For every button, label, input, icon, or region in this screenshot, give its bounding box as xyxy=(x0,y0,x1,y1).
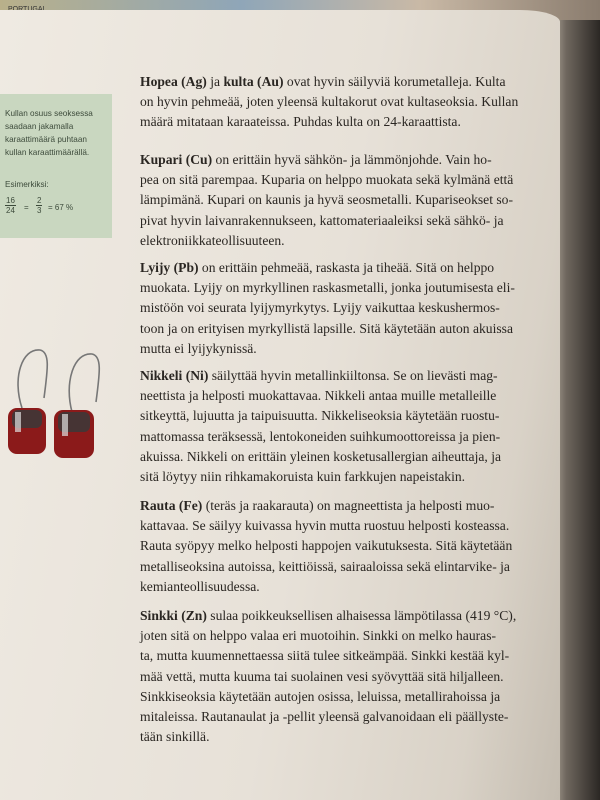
fraction-numerator: 2 xyxy=(37,196,42,205)
text-line xyxy=(140,150,526,170)
equals-result: = 67 % xyxy=(48,203,74,212)
text-line: sitkeyttä, lujuutta ja taipuisuutta. Nikkeliseoksia käytetään ruostu- xyxy=(140,408,500,424)
text-line: mää vettä, mutta kuuma tai suolainen vesi syövyttää sitä hiljalleen. xyxy=(140,668,504,684)
fraction-numerator: 16 xyxy=(6,196,15,205)
paragraph-nikkeli xyxy=(140,366,526,487)
paragraph-hopea-kulta xyxy=(140,72,526,133)
term-hopea: Hopea (Ag) xyxy=(140,74,207,89)
sidebar-line-3: karaattimäärä puhtaan xyxy=(5,135,87,144)
text-line: mitaleissa. Rautanaulat ja -pellit yleensä galvanoidaan eli päällyste- xyxy=(140,709,509,725)
text-line: on hyvin pehmeää, joten yleensä kultakorut ovat kultaseoksia. Kullan xyxy=(140,94,519,110)
text-line: neettista ja helposti muokattavaa. Nikkeli antaa muille metalleille xyxy=(140,388,497,404)
text-fragment: ovat hyvin säilyviä korumetalleja. Kulta xyxy=(283,74,506,89)
text-fragment: ja xyxy=(206,74,224,89)
text-line: tään sinkillä. xyxy=(140,729,210,745)
text-line: mutta ei lyijykynissä. xyxy=(140,340,257,356)
term-lyijy: Lyijy (Pb) xyxy=(140,260,199,275)
text-line: kattavaa. Se säilyy kuivassa hyvin mutta ruostuu helposti kosteassa. xyxy=(140,518,510,534)
term-kupari: Kupari (Cu) xyxy=(140,152,213,167)
fraction-denominator: 3 xyxy=(37,206,42,215)
paragraph-rauta xyxy=(140,496,526,597)
text-line: sitä löytyy niin rihkamakoruista kuin farkkujen napeistakin. xyxy=(140,469,466,485)
term-nikkeli: Nikkeli (Ni) xyxy=(140,368,209,383)
text-line: lämpimänä. Kupari on kaunis ja hyvä seosmetalli. Kupariseokset so- xyxy=(140,192,513,208)
text-fragment: säilyttää hyvin metallinkiiltonsa. Se on lievästi mag- xyxy=(208,368,498,383)
text-fragment: (teräs ja raakarauta) on magneettista ja helposti muo- xyxy=(202,498,495,513)
equals-sign: = xyxy=(24,203,29,212)
fraction-2-3 xyxy=(36,196,42,215)
text-line: metalliseoksina autoissa, keittiöissä, sairaaloissa sekä elintarvike- ja xyxy=(140,558,510,574)
text-line xyxy=(140,606,526,626)
sidebar-example-label: Esimerkiksi: xyxy=(5,180,49,189)
text-line: Sinkkiseoksia käytetään autojen osissa, leluissa, metallirahoissa ja xyxy=(140,688,501,704)
text-line: mistöön voi seurata lyijymyrkytys. Lyijy vaikuttaa keskushermos- xyxy=(140,300,500,316)
sidebar-line-2: saadaan jakamalla xyxy=(5,122,74,131)
text-line: ta, mutta kuumennettaessa siitä tulee sitkeämpää. Sinkki kestää kyl- xyxy=(140,648,510,664)
term-rauta: Rauta (Fe) xyxy=(140,498,203,513)
text-line: muokata. Lyijy on myrkyllinen raskasmetalli, jonka joutumisesta eli- xyxy=(140,280,515,296)
text-line xyxy=(140,496,526,516)
text-fragment: on erittäin pehmeää, raskasta ja tiheää. Sitä on helppo xyxy=(198,260,495,275)
text-line: kemianteollisuudessa. xyxy=(140,578,260,594)
fraction-denominator: 24 xyxy=(6,206,15,215)
text-line: pivat hyvin laivanrakennukseen, kattomateriaaleiksi sekä sähkö- ja xyxy=(140,212,504,228)
text-line: pea on sitä parempaa. Kuparia on helppo muokata sekä kylmänä että xyxy=(140,172,514,188)
text-line xyxy=(140,72,526,92)
text-line xyxy=(140,366,526,386)
text-line: elektroniikkateollisuuteen. xyxy=(140,232,285,248)
term-kulta: kulta (Au) xyxy=(223,74,284,89)
text-line: akuissa. Nikkeli on erittäin yleinen kosketusallergian aiheuttaja, ja xyxy=(140,448,502,464)
text-fragment: sulaa poikkeuksellisen alhaisessa lämpötilassa (419 °C), xyxy=(206,608,517,623)
earrings-photo xyxy=(2,338,117,478)
paragraph-lyijy xyxy=(140,258,526,359)
paragraph-kupari xyxy=(140,150,526,251)
text-line: Rauta syöpyy melko helposti happojen vaikutuksesta. Sitä käytetään xyxy=(140,538,513,554)
text-line xyxy=(140,258,526,278)
text-line: toon ja on erityisen myrkyllistä lapsille. Sitä käytetään auton akuissa xyxy=(140,320,513,336)
sidebar-line-4: kullan karaattimäärällä. xyxy=(5,148,90,157)
paragraph-sinkki xyxy=(140,606,526,747)
fraction-16-24 xyxy=(5,196,16,215)
text-line: mattomassa teräksessä, lentokoneiden suihkumoottoreissa ja pien- xyxy=(140,428,501,444)
text-line: joten sitä on helppo valaa eri muotoihin. Sinkki on melko hauras- xyxy=(140,628,497,644)
text-line: määrä mitataan karaateissa. Puhdas kulta on 24-karaattista. xyxy=(140,114,461,130)
term-sinkki: Sinkki (Zn) xyxy=(140,608,207,623)
text-fragment: on erittäin hyvä sähkön- ja lämmönjohde. Vain ho- xyxy=(212,152,492,167)
sidebar-line-1: Kullan osuus seoksessa xyxy=(5,109,93,118)
